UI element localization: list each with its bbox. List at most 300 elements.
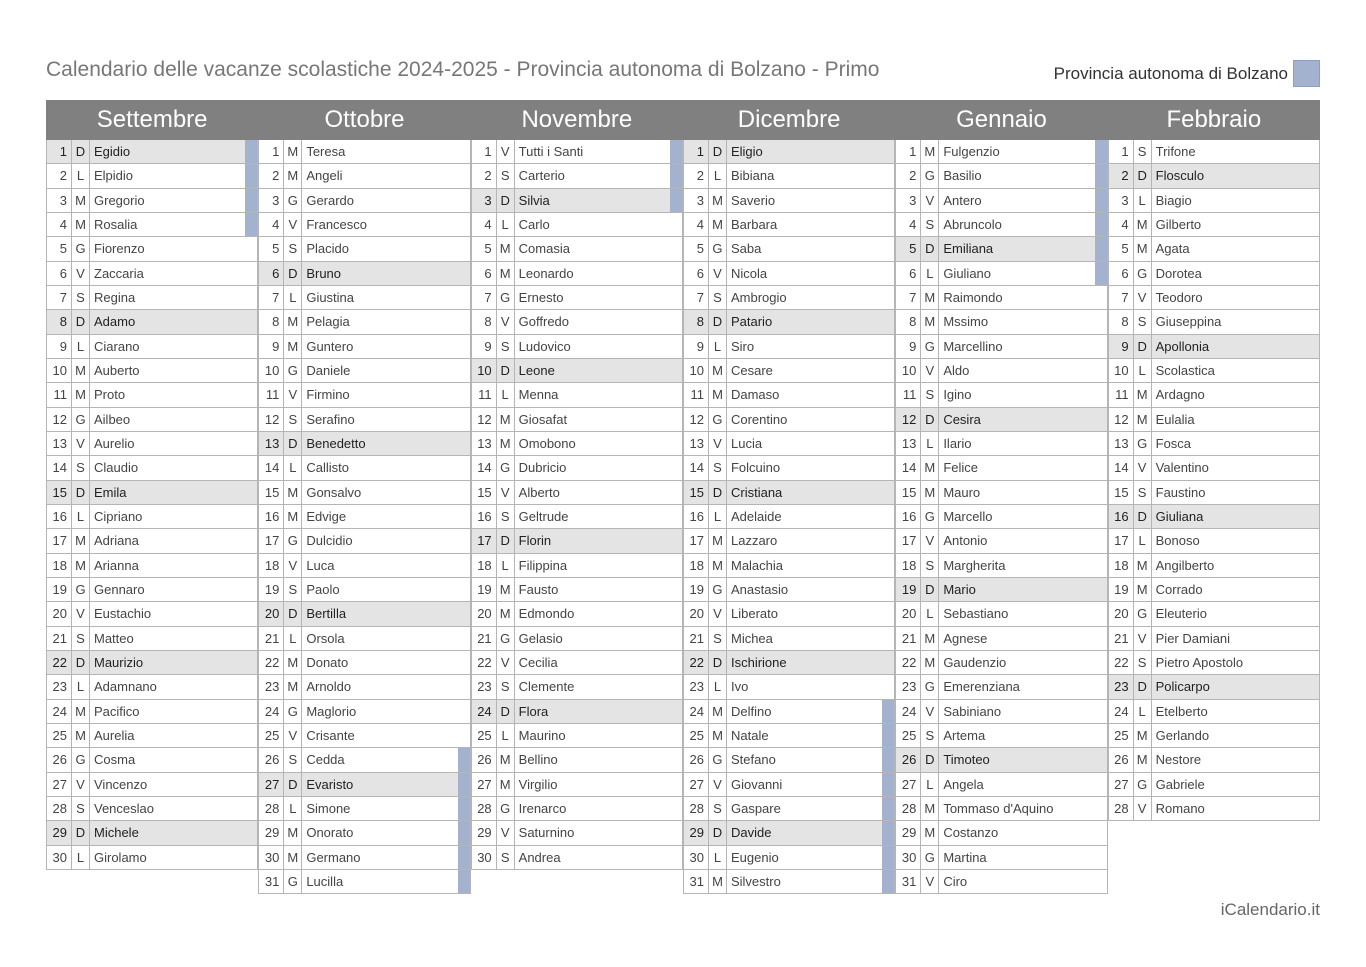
day-marker <box>670 675 682 698</box>
day-marker <box>458 310 470 333</box>
day-row <box>1109 505 1320 529</box>
day-number: 8 <box>259 310 284 333</box>
day-row <box>472 335 683 359</box>
day-row <box>896 383 1107 407</box>
day-number: 3 <box>684 189 709 212</box>
saint-name: Eleuterio <box>1155 606 1207 622</box>
saint-name: Francesco <box>306 217 368 233</box>
day-number: 11 <box>1109 383 1134 406</box>
day-number: 26 <box>684 748 709 771</box>
saint-name: Girolamo <box>94 849 147 865</box>
day-marker <box>1095 773 1107 796</box>
day-marker <box>245 821 257 844</box>
saint-name: Giuseppina <box>1155 314 1222 330</box>
day-number: 13 <box>47 432 72 455</box>
day-number: 9 <box>47 335 72 358</box>
weekday-letter: S <box>921 554 939 577</box>
day-row <box>684 286 895 310</box>
day-row <box>684 554 895 578</box>
day-number: 16 <box>472 505 497 528</box>
day-number: 18 <box>1109 554 1134 577</box>
day-row <box>896 213 1107 237</box>
day-row <box>896 164 1107 188</box>
saint-name: Nestore <box>1155 752 1202 768</box>
day-number: 22 <box>259 651 284 674</box>
saint-name: Orsola <box>306 630 345 646</box>
day-number: 1 <box>47 140 72 163</box>
day-number: 17 <box>896 529 921 552</box>
day-number: 8 <box>1109 310 1134 333</box>
holiday-marker <box>1095 262 1107 285</box>
weekday-letter: M <box>1134 554 1152 577</box>
calendar-grid <box>46 100 1320 894</box>
day-row <box>47 748 258 772</box>
day-row <box>896 748 1107 772</box>
day-marker <box>1095 310 1107 333</box>
day-row <box>47 456 258 480</box>
day-row <box>47 797 258 821</box>
month-header: Febbraio <box>1108 100 1320 140</box>
weekday-letter: G <box>709 408 727 431</box>
day-row <box>259 700 470 724</box>
saint-name: Eustachio <box>94 606 152 622</box>
day-number: 14 <box>684 456 709 479</box>
weekday-letter: M <box>497 408 515 431</box>
saint-name: Bibiana <box>730 168 775 184</box>
day-marker <box>882 529 894 552</box>
day-row <box>896 456 1107 480</box>
saint-name: Gaspare <box>730 801 781 817</box>
saint-name: Marcello <box>943 509 993 525</box>
day-marker <box>1307 724 1319 747</box>
saint-name: Eugenio <box>730 849 779 865</box>
month-novembre <box>471 100 683 894</box>
saint-name: Vincenzo <box>94 776 148 792</box>
weekday-letter: V <box>284 724 302 747</box>
month-header: Settembre <box>46 100 258 140</box>
weekday-letter: L <box>284 627 302 650</box>
day-number: 3 <box>472 189 497 212</box>
weekday-letter: G <box>1134 262 1152 285</box>
weekday-letter: V <box>1134 797 1152 820</box>
day-row <box>259 432 470 456</box>
saint-name: Elpidio <box>94 168 134 184</box>
day-marker <box>1095 602 1107 625</box>
day-number: 12 <box>896 408 921 431</box>
weekday-letter: L <box>1134 359 1152 382</box>
day-row <box>472 481 683 505</box>
holiday-marker <box>245 164 257 187</box>
day-marker <box>882 675 894 698</box>
day-row <box>472 602 683 626</box>
weekday-letter: M <box>284 335 302 358</box>
day-number: 21 <box>47 627 72 650</box>
day-marker <box>1307 237 1319 260</box>
day-marker <box>458 335 470 358</box>
day-number: 31 <box>684 870 709 893</box>
saint-name: Irenarco <box>518 801 567 817</box>
day-row <box>47 432 258 456</box>
weekday-letter: V <box>709 432 727 455</box>
saint-name: Daniele <box>306 363 351 379</box>
day-number: 7 <box>684 286 709 309</box>
saint-name: Paolo <box>306 582 340 598</box>
legend-label: Provincia autonoma di Bolzano <box>1053 63 1288 83</box>
day-marker <box>1307 164 1319 187</box>
day-marker <box>1307 359 1319 382</box>
day-number: 21 <box>1109 627 1134 650</box>
footer-brand[interactable]: iCalendario.it <box>1220 900 1320 919</box>
saint-name: Angeli <box>306 168 343 184</box>
day-number: 16 <box>896 505 921 528</box>
weekday-letter: L <box>284 456 302 479</box>
weekday-letter: G <box>284 529 302 552</box>
saint-name: Dulcidio <box>306 533 353 549</box>
day-marker <box>670 408 682 431</box>
day-row <box>684 310 895 334</box>
day-marker <box>670 773 682 796</box>
day-row <box>259 821 470 845</box>
day-row <box>896 700 1107 724</box>
saint-name: Teresa <box>306 144 346 160</box>
saint-name: Zaccaria <box>94 265 144 281</box>
saint-name: Trifone <box>1155 144 1196 160</box>
day-marker <box>882 189 894 212</box>
day-number: 29 <box>684 821 709 844</box>
weekday-letter: M <box>72 554 90 577</box>
day-marker <box>882 505 894 528</box>
day-row <box>47 481 258 505</box>
day-row <box>1109 213 1320 237</box>
day-marker <box>1307 651 1319 674</box>
weekday-letter: M <box>497 748 515 771</box>
day-number: 12 <box>472 408 497 431</box>
weekday-letter: M <box>1134 748 1152 771</box>
saint-name: Leone <box>518 363 555 379</box>
weekday-letter: D <box>921 408 939 431</box>
saint-name: Claudio <box>94 460 139 476</box>
day-number: 6 <box>47 262 72 285</box>
day-number: 5 <box>896 237 921 260</box>
day-number: 30 <box>472 846 497 869</box>
day-marker <box>245 773 257 796</box>
weekday-letter: S <box>497 335 515 358</box>
day-row <box>259 189 470 213</box>
saint-name: Silvia <box>518 192 550 208</box>
weekday-letter: D <box>72 140 90 163</box>
weekday-letter: G <box>497 286 515 309</box>
day-number: 4 <box>259 213 284 236</box>
saint-name: Biagio <box>1155 192 1192 208</box>
day-marker <box>458 651 470 674</box>
day-list <box>895 140 1107 894</box>
weekday-letter: G <box>921 335 939 358</box>
day-marker <box>670 310 682 333</box>
day-marker <box>670 529 682 552</box>
day-row <box>1109 554 1320 578</box>
month-header: Dicembre <box>683 100 895 140</box>
day-marker <box>1095 578 1107 601</box>
weekday-letter: M <box>284 505 302 528</box>
day-number: 22 <box>684 651 709 674</box>
day-number: 27 <box>1109 773 1134 796</box>
day-number: 30 <box>47 846 72 869</box>
day-row <box>47 773 258 797</box>
day-number: 28 <box>259 797 284 820</box>
saint-name: Dorotea <box>1155 265 1202 281</box>
day-row <box>259 359 470 383</box>
weekday-letter: V <box>921 189 939 212</box>
day-row <box>896 773 1107 797</box>
day-number: 10 <box>47 359 72 382</box>
day-row <box>684 383 895 407</box>
day-row <box>684 408 895 432</box>
day-number: 13 <box>259 432 284 455</box>
day-row <box>259 675 470 699</box>
day-number: 6 <box>684 262 709 285</box>
day-row <box>684 724 895 748</box>
saint-name: Gerardo <box>306 192 355 208</box>
weekday-letter: M <box>709 724 727 747</box>
weekday-letter: M <box>497 773 515 796</box>
day-row <box>472 700 683 724</box>
saint-name: Leonardo <box>518 265 574 281</box>
saint-name: Comasia <box>518 241 570 257</box>
day-row <box>472 213 683 237</box>
weekday-letter: D <box>284 602 302 625</box>
day-marker <box>1095 335 1107 358</box>
day-row <box>259 724 470 748</box>
saint-name: Placido <box>306 241 349 257</box>
day-row <box>684 602 895 626</box>
weekday-letter: S <box>72 797 90 820</box>
day-number: 28 <box>896 797 921 820</box>
saint-name: Cecilia <box>518 655 558 671</box>
saint-name: Timoteo <box>943 752 990 768</box>
day-marker <box>245 310 257 333</box>
day-number: 6 <box>472 262 497 285</box>
weekday-letter: D <box>72 310 90 333</box>
weekday-letter: D <box>921 578 939 601</box>
saint-name: Nicola <box>730 265 768 281</box>
day-row <box>1109 675 1320 699</box>
day-row <box>684 870 895 894</box>
day-marker <box>458 505 470 528</box>
day-number: 8 <box>896 310 921 333</box>
day-row <box>47 213 258 237</box>
day-number: 10 <box>896 359 921 382</box>
day-marker <box>1307 627 1319 650</box>
saint-name: Michea <box>730 630 773 646</box>
saint-name: Giuliano <box>943 265 992 281</box>
day-number: 13 <box>1109 432 1134 455</box>
day-row <box>1109 310 1320 334</box>
saint-name: Teodoro <box>1155 290 1203 306</box>
day-marker <box>670 383 682 406</box>
holiday-marker <box>882 700 894 723</box>
day-number: 13 <box>472 432 497 455</box>
saint-name: Davide <box>730 825 772 841</box>
weekday-letter: L <box>1134 700 1152 723</box>
saint-name: Maurizio <box>94 655 144 671</box>
weekday-letter: V <box>497 310 515 333</box>
saint-name: Gregorio <box>94 192 145 208</box>
day-marker <box>882 359 894 382</box>
saint-name: Bonoso <box>1155 533 1200 549</box>
day-number: 11 <box>259 383 284 406</box>
day-list <box>258 140 470 894</box>
weekday-letter: G <box>497 797 515 820</box>
weekday-letter: D <box>284 432 302 455</box>
day-number: 11 <box>896 383 921 406</box>
day-number: 1 <box>684 140 709 163</box>
day-number: 30 <box>684 846 709 869</box>
day-marker <box>670 481 682 504</box>
day-number: 22 <box>47 651 72 674</box>
weekday-letter: M <box>497 578 515 601</box>
day-row <box>896 797 1107 821</box>
day-marker <box>1307 529 1319 552</box>
day-marker <box>882 164 894 187</box>
saint-name: Agata <box>1155 241 1190 257</box>
day-number: 11 <box>684 383 709 406</box>
day-marker <box>458 627 470 650</box>
day-row <box>1109 773 1320 797</box>
day-number: 29 <box>472 821 497 844</box>
weekday-letter: G <box>72 237 90 260</box>
saint-name: Giuliana <box>1155 509 1204 525</box>
day-row <box>472 140 683 164</box>
day-marker <box>1095 870 1107 893</box>
weekday-letter: V <box>1134 286 1152 309</box>
day-marker <box>1095 651 1107 674</box>
weekday-letter: V <box>921 700 939 723</box>
month-ottobre <box>258 100 470 894</box>
weekday-letter: G <box>72 748 90 771</box>
day-number: 4 <box>896 213 921 236</box>
day-marker <box>1307 189 1319 212</box>
day-marker <box>458 359 470 382</box>
day-row <box>259 335 470 359</box>
saint-name: Flora <box>518 703 549 719</box>
day-number: 6 <box>259 262 284 285</box>
weekday-letter: S <box>1134 651 1152 674</box>
day-row <box>1109 432 1320 456</box>
weekday-letter: G <box>709 578 727 601</box>
saint-name: Costanzo <box>943 825 999 841</box>
day-marker <box>1307 602 1319 625</box>
day-number: 8 <box>684 310 709 333</box>
weekday-letter: S <box>1134 481 1152 504</box>
day-number: 27 <box>259 773 284 796</box>
weekday-letter: M <box>284 310 302 333</box>
day-number: 4 <box>47 213 72 236</box>
weekday-letter: M <box>72 700 90 723</box>
saint-name: Serafino <box>306 411 355 427</box>
day-row <box>47 383 258 407</box>
day-number: 4 <box>1109 213 1134 236</box>
day-row <box>259 140 470 164</box>
day-marker <box>458 237 470 260</box>
saint-name: Adamnano <box>94 679 157 695</box>
day-marker <box>458 432 470 455</box>
day-row <box>472 627 683 651</box>
saint-name: Arianna <box>94 557 139 573</box>
day-number: 19 <box>472 578 497 601</box>
day-row <box>472 237 683 261</box>
saint-name: Germano <box>306 849 361 865</box>
saint-name: Menna <box>518 387 559 403</box>
day-marker <box>1095 821 1107 844</box>
weekday-letter: M <box>1134 408 1152 431</box>
weekday-letter: L <box>72 675 90 698</box>
weekday-letter: G <box>497 627 515 650</box>
day-number: 10 <box>259 359 284 382</box>
day-row <box>896 505 1107 529</box>
holiday-marker <box>1095 213 1107 236</box>
saint-name: Bertilla <box>306 606 347 622</box>
weekday-letter: M <box>921 310 939 333</box>
day-number: 16 <box>1109 505 1134 528</box>
day-marker <box>1307 262 1319 285</box>
saint-name: Ivo <box>730 679 749 695</box>
day-marker <box>458 700 470 723</box>
day-number: 28 <box>472 797 497 820</box>
day-number: 15 <box>896 481 921 504</box>
day-marker <box>458 481 470 504</box>
day-row <box>259 383 470 407</box>
day-row <box>1109 262 1320 286</box>
day-number: 20 <box>684 602 709 625</box>
day-marker <box>1095 529 1107 552</box>
day-row <box>896 554 1107 578</box>
saint-name: Giustina <box>306 290 355 306</box>
saint-name: Cesira <box>943 411 981 427</box>
saint-name: Romano <box>1155 801 1205 817</box>
holiday-marker <box>458 748 470 771</box>
day-number: 16 <box>47 505 72 528</box>
day-number: 15 <box>259 481 284 504</box>
day-row <box>1109 286 1320 310</box>
day-number: 5 <box>259 237 284 260</box>
day-number: 20 <box>1109 602 1134 625</box>
day-row <box>259 286 470 310</box>
day-marker <box>245 408 257 431</box>
saint-name: Patario <box>730 314 773 330</box>
weekday-letter: M <box>921 821 939 844</box>
day-marker <box>245 578 257 601</box>
day-row <box>259 408 470 432</box>
day-number: 7 <box>896 286 921 309</box>
saint-name: Goffredo <box>518 314 570 330</box>
weekday-letter: M <box>1134 237 1152 260</box>
saint-name: Marcellino <box>943 338 1003 354</box>
month-settembre <box>46 100 258 894</box>
day-row <box>47 578 258 602</box>
weekday-letter: M <box>709 870 727 893</box>
day-marker <box>458 724 470 747</box>
saint-name: Apollonia <box>1155 338 1210 354</box>
day-marker <box>1307 335 1319 358</box>
day-marker <box>1095 408 1107 431</box>
day-row <box>47 554 258 578</box>
day-marker <box>1307 408 1319 431</box>
weekday-letter: M <box>1134 724 1152 747</box>
day-row <box>472 821 683 845</box>
day-row <box>896 335 1107 359</box>
saint-name: Filippina <box>518 557 568 573</box>
saint-name: Malachia <box>730 557 784 573</box>
